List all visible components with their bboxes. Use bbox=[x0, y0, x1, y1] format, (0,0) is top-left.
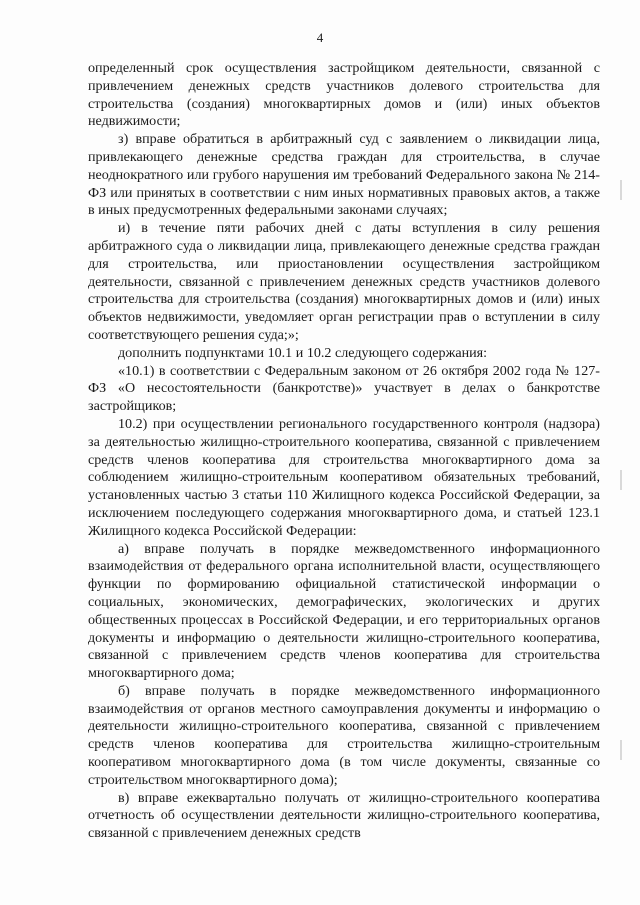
paragraph-subpoint-10-2: 10.2) при осуществлении регионального государственного контроля (надзора) за деятельностью жилищно-строительного кооператива, связанной с привлечением средств членов кооператива для строительства многоквартирного дома за соблюдением жилищно-строительным кооперативом обязательных требований, установленных частью 3 статьи 110 Жилищного кодекса Российской Федерации, за исключением последующего содержания многоквартирного дома, и статьей 123.1 Жилищного кодекса Российской Федерации: bbox=[88, 415, 600, 539]
paragraph-item-a: а) вправе получать в порядке межведомственного информационного взаимодействия от федерального органа исполнительной власти, осуществляющего функции по формированию официальной статистической информации о социальных, экономических, демографических, экологических и других общественных процессах в Российской Федерации, и его территориальных органов документы и информацию о деятельности жилищно-строительного кооператива, связанной с привлечением средств членов кооператива для строительства многоквартирного дома; bbox=[88, 540, 600, 682]
paragraph-item-v: в) вправе ежеквартально получать от жилищно-строительного кооператива отчетность об осуществлении деятельности жилищно-строительного кооператива, связанной с привлечением денежных средств bbox=[88, 789, 600, 842]
scan-edge-mark bbox=[620, 180, 622, 200]
paragraph-item-b: б) вправе получать в порядке межведомственного информационного взаимодействия от органов местного самоуправления документы и информацию о деятельности жилищно-строительного кооператива, связанной с привлечением средств членов кооператива для строительства жилищно-строительным кооперативом многоквартирного дома (в том числе документы, связанные со строительством многоквартирного дома); bbox=[88, 682, 600, 788]
scan-edge-mark bbox=[620, 470, 622, 490]
paragraph-subpoint-10-1: «10.1) в соответствии с Федеральным законом от 26 октября 2002 года № 127-ФЗ «О несостоятельности (банкротстве)» участвует в делах о банкротстве застройщиков; bbox=[88, 362, 600, 415]
page-number: 4 bbox=[316, 30, 324, 45]
paragraph-item-i: и) в течение пяти рабочих дней с даты вступления в силу решения арбитражного суда о ликвидации лица, привлекающего денежные средства граждан для строительства, или приостановлении осуществления застройщиком деятельности, связанной с привлечением денежных средств участников долевого строительства для строительства (создания) многоквартирных домов и (или) иных объектов недвижимости, уведомляет орган регистрации прав о вступлении в силу соответствующего решения суда;»; bbox=[88, 220, 600, 343]
paragraph-item-z: з) вправе обратиться в арбитражный суд с заявлением о ликвидации лица, привлекающего денежные средства граждан для строительства, в случае неоднократного или грубого нарушения им требований Федерального закона № 214-ФЗ или принятых в соответствии с ним иных нормативных правовых актов, а также в иных предусмотренных федеральными законами случаях; bbox=[88, 131, 600, 219]
paragraph-amendment-intro: дополнить подпунктами 10.1 и 10.2 следующего содержания: bbox=[118, 344, 488, 361]
scan-edge-mark bbox=[620, 740, 622, 760]
paragraph-continuation: определенный срок осуществления застройщиком деятельности, связанной с привлечением денежных средств участников долевого строительства для строительства (создания) многоквартирных домов и (или) иных объектов недвижимости; bbox=[88, 60, 600, 130]
document-body bbox=[88, 60, 600, 843]
